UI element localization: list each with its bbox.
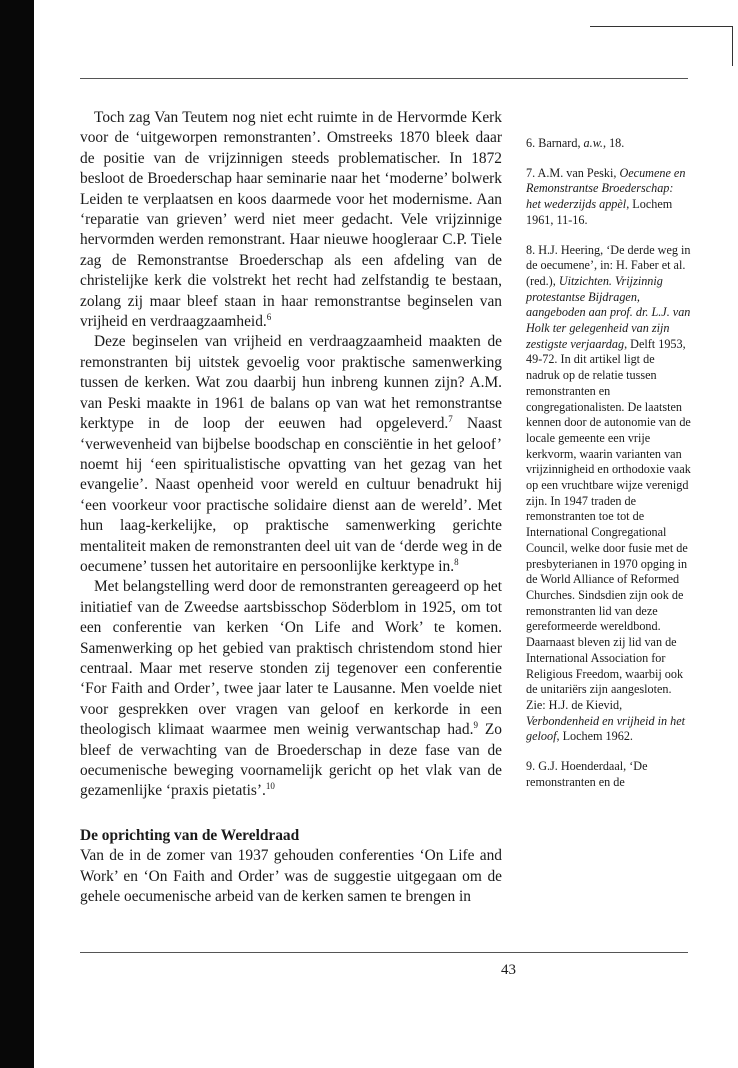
paragraph-2-text-b: Naast ‘verwevenheid van bijbelse boodschap en consciëntie in het geloof’ noemt hij ‘een spiritualistische opvatting van het gezag van het evangelie’. Naast openheid voor wereld en cultuur benadrukt hij ‘een voorkeur voor practische solidaire dienst aan de wereld’. Met hun laag-kerkelijke, op praktische samenwerking gerichte mentaliteit maken de remonstranten deel uit van de ‘derde weg in de oecumene’ tussen het autoritaire en persoonlijke kerktype in. [80,415,502,575]
note-6-italic: a.w. [583,136,603,150]
paragraph-4: Van de in de zomer van 1937 gehouden conferenties ‘On Life and Work’ en ‘On Faith and Order’ was de suggestie uitgegaan om de gehele oecumenische arbeid van de kerken samen te brengen in [80,847,502,906]
paragraph-1-text: Toch zag Van Teutem nog niet echt ruimte in de Hervormde Kerk voor de ‘uitgeworpen remonstranten’. Omstreeks 1870 bleek daar de positie van de vrijzinnigen steeds problematischer. In 1872 besloot de Broederschap haar seminarie naar het ‘moderne’ bolwerk Leiden te verplaatsen en koos daarmede voor het modernisme. Aan ‘reparatie van grieven’ werd niet meer gedacht. Vele vrijzinnige hervormden werden remonstrant. Haar nieuwe hoogleraar C.P. Tiele zag de Remonstrantse Broederschap als een afdeling van de christelijke kerk die volstrekt het recht had zelfstandig te bestaan, zolang zij maar bleef staan in haar remonstrantse beginselen van vrijheid en verdraagzaamheid. [80,109,502,331]
note-8-text-b: , Delft 1953, 49-72. In dit artikel ligt de nadruk op de relatie tussen remonstranten en congregationalisten. De laatsten kennen door de autonomie van de locale gemeente een vrije kerkvorm, waarin varianten van vrijzinnigheid en orthodoxie vaak op een vruchtbare wijze verenigd zijn. In 1947 traden de remonstranten toe tot de International Congregational Council, welke door fusie met de presbyterianen in 1970 opging in de World Alliance of Reformed Churches. Sindsdien zijn ook de remonstranten lid van deze gereformeerde wereldbond. Daarnaast bleven zij lid van de International Association for Religious Freedom, waarbij ook de unitariërs zijn aangesloten. Zie: H.J. de Kievid, [526,336,691,712]
note-8-italic-b: Verbondenheid en vrijheid in het geloof [526,713,686,744]
footer-rule [80,952,688,953]
footnote-ref-9: 9 [473,720,478,731]
section-heading: De oprichting van de Wereldraad [80,826,300,844]
note-6-text-b: , 18. [602,136,625,150]
note-6 [526,136,691,152]
note-7 [526,166,691,229]
footnote-ref-10: 10 [265,781,275,792]
header-rule [80,78,688,79]
paragraph-3 [80,577,502,801]
note-6-text-a: 6. Barnard, [526,136,584,150]
paragraph-2-text-a: Deze beginselen van vrijheid en verdraagzaamheid maakten de remonstranten bij uitstek gevoelig voor praktische samenwerking tussen de kerken. Wat zou daarbij hun inbreng kunnen zijn? A.M. van Peski maakte in 1961 de balans op van wat het remonstrantse kerktype in de loop der eeuwen had opgeleverd. [80,333,502,433]
paragraph-1 [80,108,502,332]
page-number: 43 [501,962,516,978]
note-8 [526,243,691,746]
margin-notes [526,136,691,804]
note-8-italic-a: Uitzichten. Vrijzinnig protestantse Bijdragen, aangeboden aan prof. dr. L.J. van Holk ter gelegenheid van zijn zestigste verjaardag [526,273,691,351]
footnote-ref-6: 6 [266,311,272,322]
corner-mark-horizontal [590,26,733,27]
paragraph-3-text-a: Met belangstelling werd door de remonstranten gereageerd op het initiatief van de Zweedse aartsbisschop Söderblom in 1925, om tot een conferentie van kerken ‘On Life and Work’ te komen. Samenwerking op het gebied van praktisch christendom stond hier centraal. Maar met reserve stonden zij tegenover een conferentie ‘For Faith and Order’, twee jaar later te Lausanne. Men voelde niet voor gesprekken over vragen van geloof en kerkorde in een theologisch klimaat waarmee men weinig verwantschap had. [80,578,502,739]
footnote-ref-7: 7 [448,413,453,424]
note-8-text-c: , Lochem 1962. [556,729,633,744]
note-7-text-b: , Lochem 1961, 11-16. [526,197,673,227]
paragraph-2 [80,332,502,577]
footnote-ref-8: 8 [454,556,459,567]
note-7-italic: Oecumene en Remonstrantse Broederschap: het wederzijds appèl [526,165,686,212]
note-8-text-a: 8. H.J. Heering, ‘De derde weg in de oecumene’, in: H. Faber et al. (red.), [526,242,691,288]
note-9: 9. G.J. Hoenderdaal, ‘De remonstranten en de [526,759,648,789]
scan-edge-bar [0,0,34,1068]
note-7-text-a: 7. A.M. van Peski, [526,165,620,180]
corner-mark-vertical [732,26,733,66]
main-text-column [80,108,502,907]
paragraph-3-text-b: Zo bleef de verwachting van de Broederschap in deze fase van de oecumenische beweging voornamelijk gericht op het vlak van de gezamenlijke ‘praxis pietatis’. [80,721,502,800]
